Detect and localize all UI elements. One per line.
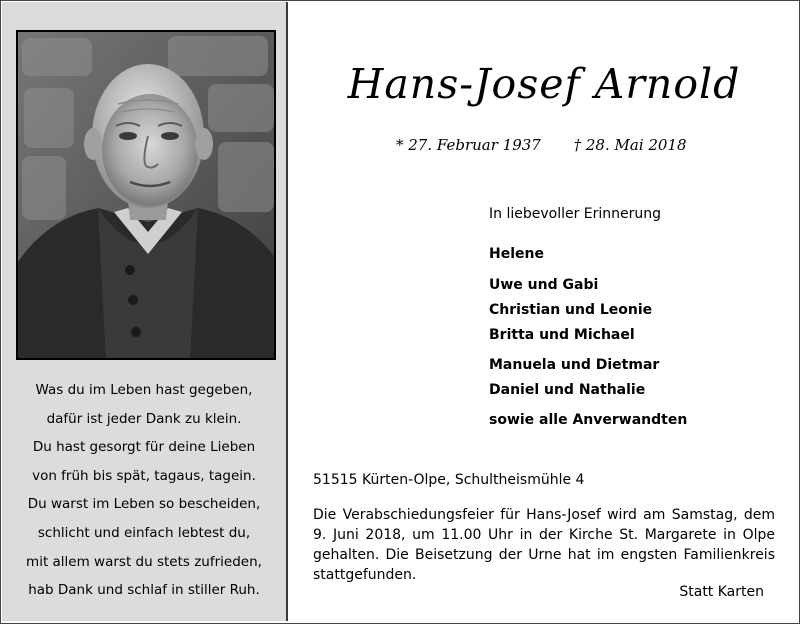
portrait-photo-image bbox=[18, 32, 276, 360]
death-date: † 28. Mai 2018 bbox=[573, 136, 687, 154]
poem-line: mit allem warst du stets zufrieden, bbox=[26, 553, 262, 570]
poem bbox=[2, 376, 286, 605]
notice-line: Die Verabschiedungsfeier für Hans-Josef wird am Samstag, dem bbox=[313, 507, 775, 523]
deceased-name: Hans-Josef Arnold bbox=[347, 60, 741, 108]
poem-line: hab Dank und schlaf in stiller Ruh. bbox=[28, 582, 260, 599]
mourner-name: Helene bbox=[489, 246, 544, 262]
birth-date: * 27. Februar 1937 bbox=[396, 136, 541, 154]
mourner-name: Uwe und Gabi bbox=[489, 277, 599, 293]
mourner-name: Daniel und Nathalie bbox=[489, 382, 646, 398]
portrait-photo bbox=[16, 30, 276, 360]
notice-line: 9. Juni 2018, um 11.00 Uhr in der Kirche St. Margarete in Olpe bbox=[313, 527, 775, 543]
poem-line: dafür ist jeder Dank zu klein. bbox=[46, 410, 242, 427]
mourner-name: Britta und Michael bbox=[489, 327, 635, 343]
poem-line: Du hast gesorgt für deine Lieben bbox=[32, 439, 256, 456]
poem-line: Du warst im Leben so bescheiden, bbox=[27, 496, 261, 513]
left-column bbox=[2, 2, 286, 621]
address: 51515 Kürten-Olpe, Schultheismühle 4 bbox=[313, 472, 585, 488]
mourner-name: Christian und Leonie bbox=[489, 302, 653, 318]
poem-line: schlicht und einfach lebtest du, bbox=[37, 524, 251, 541]
mourner-name: sowie alle Anverwandten bbox=[489, 412, 688, 428]
life-dates bbox=[396, 136, 716, 154]
funeral-notice bbox=[313, 505, 775, 585]
poem-line: von früh bis spät, tagaus, tagein. bbox=[32, 467, 256, 484]
notice-line: stattgefunden. bbox=[313, 567, 417, 583]
mourners-intro: In liebevoller Erinnerung bbox=[489, 206, 662, 222]
poem-line: Was du im Leben hast gegeben, bbox=[35, 382, 253, 398]
mourner-name: Manuela und Dietmar bbox=[489, 357, 660, 373]
notice-line: gehalten. Die Beisetzung der Urne hat im engsten Familienkreis bbox=[313, 547, 775, 563]
statt-karten: Statt Karten bbox=[679, 584, 764, 600]
